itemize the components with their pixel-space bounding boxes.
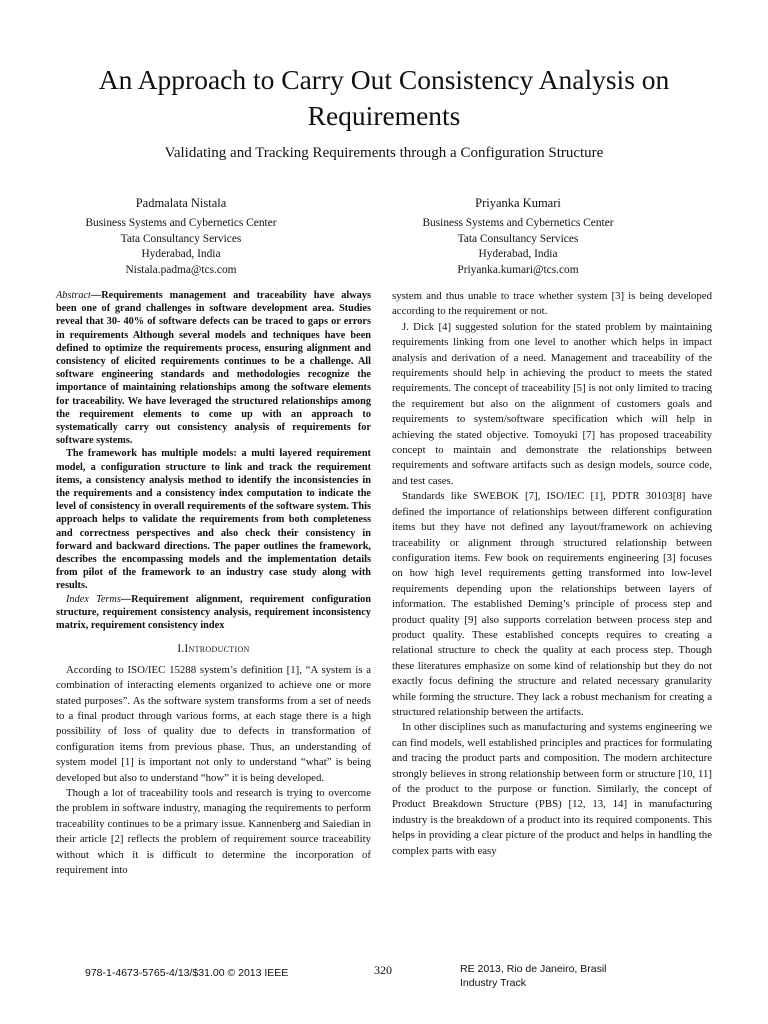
footer-venue-block xyxy=(460,962,607,990)
footer-venue: RE 2013, Rio de Janeiro, Brasil xyxy=(460,963,607,975)
author-organization: Tata Consultancy Services xyxy=(120,232,242,245)
author-department: Business Systems and Cybernetics Center xyxy=(422,217,614,230)
author-email: Nistala.padma@tcs.com xyxy=(125,263,237,276)
body-paragraph: Though a lot of traceability tools and research is trying to overcome the problem in software industry, managing the requirements to perform traceability continues to be a primary issue. Kannenberg and Saiedian in their article [2] reflects the problem of requirement source traceability without which it is difficult to determine the incorporation of requirement into xyxy=(56,786,371,876)
body-paragraph: Standards like SWEBOK [7], ISO/IEC [1], PDTR 30103[8] have defined the importance of relationships between different configuration items but they have not defined any layout/framework on achieving traceability or alignment through structured relationship between configuration items. Few book on requirements engineering [3] focuses on how high level requirements getting transformed into low-level requirements depending upon the relationships between layers of information. The established Deming’s principle of process step and product quality [9] also supports correlation between process step and product quality. These established concepts requires to creating a relational structure to check the quality at each process step. Though these literatures emphasize on some kind of relationship but they do not exactly focus defining the structure and related necessary granularity while forming the structure. They lack a robust mechanism for creating a structured relationship between the artifacts. xyxy=(392,490,712,718)
abstract-paragraph: Abstract—Requirements management and traceability have always been one of grand challenges in software development area. Studies reveal that 30- 40% of software defects can be traced to gaps or errors in requirements Although several models and techniques have been defined to optimize the requirements process, ensuring alignment and consistency of elicited requirements continues to be a challenge. All software engineering standards and methodologies recognize the importance of maintaining relationships among the software elements for traceability. We have leveraged the structured relationships among the requirement elements to come up with an approach to systematically carry out consistency analysis of requirements for software systems. xyxy=(56,290,371,447)
author-email: Priyanka.kumari@tcs.com xyxy=(457,263,579,276)
paper-subtitle: Validating and Tracking Requirements through a Configuration Structure xyxy=(164,145,604,161)
left-column xyxy=(56,289,371,878)
body-paragraph: In other disciplines such as manufacturing and systems engineering we can find models, well established principles and practices for formulating and tracing the product parts and composition. The modern architecture strongly believes in strong relationship between form or structure [10, 11] of the product to the purpose or function. Similarly, the concept of Product Breakdown Structure (PBS) [12, 13, 14] in manufacturing industry is the breakdown of a product into its required components. This helps in providing a clear picture of the product and helps in handling the complex parts with easy xyxy=(392,721,712,857)
paper-title: An Approach to Carry Out Consistency Analysis on Requirements xyxy=(98,64,670,131)
author-name: Padmalata Nistala xyxy=(135,196,227,210)
author-block-2 xyxy=(368,196,668,278)
author-name: Priyanka Kumari xyxy=(475,196,561,210)
author-city: Hyderabad, India xyxy=(478,248,558,261)
author-city: Hyderabad, India xyxy=(141,248,221,261)
body-paragraph: J. Dick [4] suggested solution for the stated problem by maintaining requirements linking from one level to another which helps in impact analysis and derivation of a need. Management and traceability of the requirements should help in achieving the product to meets the stated requirements. The concept of traceability [5] is not only limited to tracing the requirement but also on the alignment of customers goals and requirements to system/software specification which will help in achieving the stated objective. Tomoyuki [7] has proposed traceability concept to maintain and demonstrate the relationships between requirements and software artifacts such as design models, source code, and test cases. xyxy=(392,320,712,487)
abstract-label: Abstract xyxy=(56,290,91,301)
author-block-1 xyxy=(31,196,331,278)
abstract-text: Requirements management and traceability have always been one of grand challenges in software development area. Studies reveal that 30- 40% of software defects can be traced to gaps or errors in requirements Although several models and techniques have been defined to optimize the requirements process, ensuring alignment and consistency of elicited requirements continues to be a challenge. All software engineering standards and methodologies recognize the importance of maintaining relationships among the software elements for traceability. We have leveraged the structured relationships among the requirement elements to come up with an approach to systematically carry out consistency analysis of requirements for software systems. xyxy=(56,290,371,447)
section-heading xyxy=(56,642,371,657)
page-number: 320 xyxy=(374,963,392,977)
author-department: Business Systems and Cybernetics Center xyxy=(85,217,277,230)
section-number: I. xyxy=(177,643,185,656)
author-organization: Tata Consultancy Services xyxy=(457,232,579,245)
section-title: Introduction xyxy=(184,643,250,656)
footer-isbn: 978-1-4673-5765-4/13/$31.00 © 2013 IEEE xyxy=(85,967,289,979)
right-column xyxy=(392,289,712,859)
index-terms: Index Terms—Requirement alignment, requirement configuration structure, requirement consistency analysis, requirement inconsistency matrix, requirement consistency index xyxy=(56,593,371,632)
footer-track: Industry Track xyxy=(460,977,526,989)
index-terms-text: Requirement alignment, requirement configuration structure, requirement consistency analysis, requirement inconsistency matrix, requirement consistency index xyxy=(56,593,371,632)
index-terms-label: Index Terms xyxy=(66,593,121,605)
abstract-paragraph-2: The framework has multiple models: a multi layered requirement model, a configuration structure to link and track the requirement items, a consistency analysis method to identify the inconsistencies in the requirements and a consistency index computation to indicate the level of consistency in overall requirements of the software system. This approach helps to validate the requirements from both completeness and correctness perspectives and also check their consistency in forward and backward directions. The paper outlines the framework, describes the encompassing models and the implementation details from pilot of the framework to an industry case study along with results. xyxy=(56,448,371,592)
body-paragraph: system and thus unable to trace whether system [3] is being developed according to the requirement or not. xyxy=(392,290,712,318)
body-paragraph: According to ISO/IEC 15288 system’s definition [1], “A system is a combination of interacting elements organized to achieve one or more stated purposes”. As the software system transforms from a set of needs to a final product through various forms, at each stage there is a high possibility of loss of quality due to defects in transformation of configuration items from previous phase. Thus, an understanding of system model [1] is important not only to understand “what” is being developed but also to understand “how” it is being developed. xyxy=(56,663,371,784)
